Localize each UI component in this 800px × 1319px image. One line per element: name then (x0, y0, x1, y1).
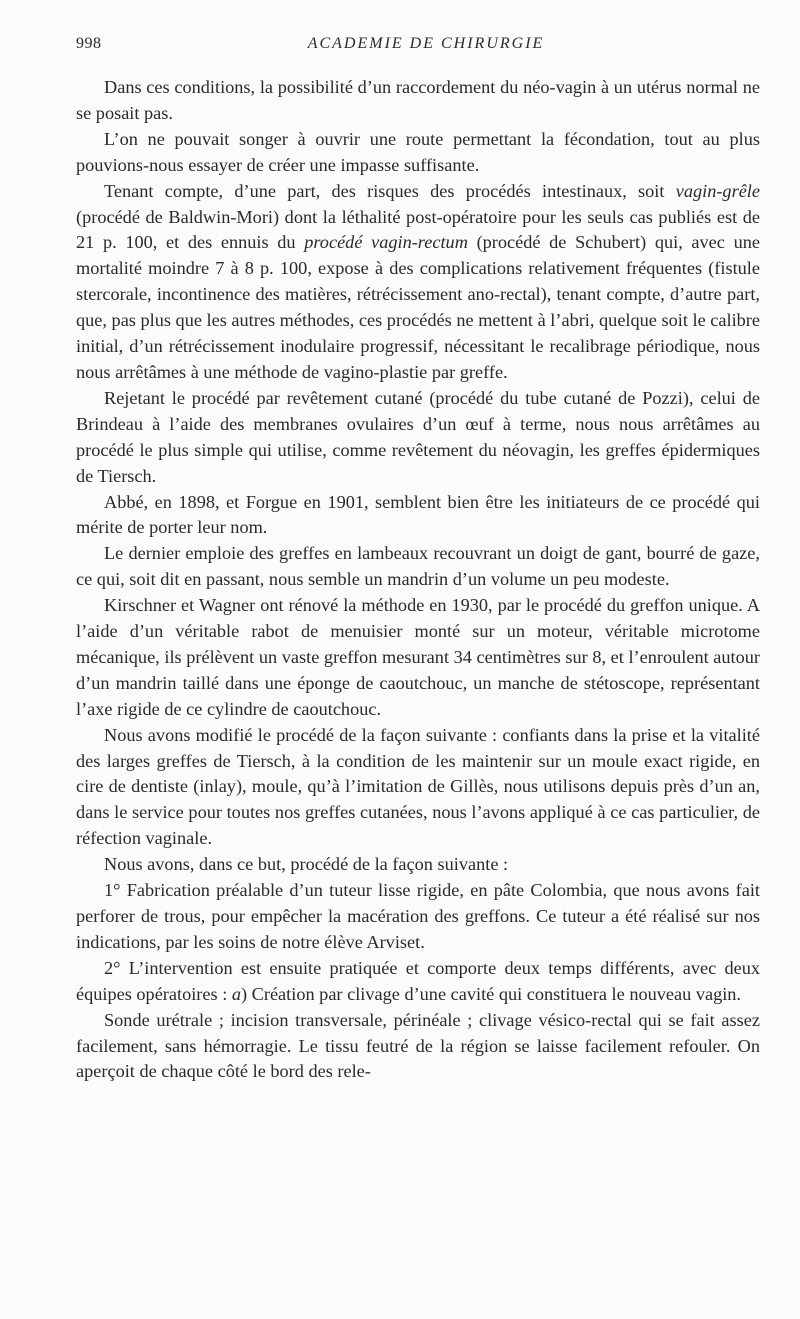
paragraph (76, 386, 760, 490)
paragraph (76, 75, 760, 127)
running-header (76, 33, 760, 55)
paragraph-text: Rejetant le procédé par revêtement cutané (procédé du tube cutané de Pozzi), celui de Brindeau à l’aide des membranes ovulaires d’un œuf à terme, nous nous arrêtâmes au procédé le plus simple qui utilise, comme revêtement du néovagin, les greffes épidermiques de Tiersch. (76, 387, 760, 486)
paragraph-text: Nous avons, dans ce but, procédé de la façon suivante : (104, 854, 509, 875)
italic-term: vagin-grêle (675, 180, 760, 201)
body-text (76, 75, 760, 1085)
paragraph (76, 852, 760, 878)
paragraph (76, 1008, 760, 1086)
paragraph-text: (procédé de Schubert) qui, avec une mortalité moindre 7 à 8 p. 100, expose à des complications relativement fréquentes (fistule stercorale, incontinence des matières, rétrécissement ano-rectal), tenant compte, d’autre part, que, pas plus que les autres méthodes, ces procédés ne mettent à l’abri, quelque soit le calibre initial, d’un rétrécissement inodulaire progressif, nécessitant le recalibrage périodique, nous nous arrêtâmes à une méthode de vagino-plastie par greffe. (76, 232, 760, 382)
paragraph (76, 127, 760, 179)
italic-term: procédé vagin-rectum (304, 232, 468, 253)
page-number: 998 (76, 35, 102, 52)
paragraph-text: L’on ne pouvait songer à ouvrir une route permettant la fécondation, tout au plus pouvions-nous essayer de créer une impasse suffisante. (76, 128, 760, 175)
journal-title: ACADEMIE DE CHIRURGIE (307, 35, 545, 52)
paragraph (76, 723, 760, 853)
italic-term: a (231, 983, 241, 1004)
paragraph-text: 2° L’intervention est ensuite pratiquée et comporte deux temps différents, avec deux équipes opératoires : (76, 957, 760, 1004)
paragraph (76, 878, 760, 956)
paragraph (76, 490, 760, 542)
paragraph-text: Dans ces conditions, la possibilité d’un raccordement du néo-vagin à un utérus normal ne se posait pas. (76, 77, 760, 123)
paragraph-text: Nous avons modifié le procédé de la façon suivante : confiants dans la prise et la vitalité des larges greffes de Tiersch, à la condition de les maintenir sur un moule exact rigide, en cire de dentiste (inlay), moule, qu’à l’imitation de Gillès, nous utilisons depuis près d’un an, dans le service pour toutes nos greffes cutanées, nous l’avons appliqué à ce cas particulier, de réfection vaginale. (76, 724, 760, 849)
paragraph-text: ) Création par clivage d’une cavité qui constituera le nouveau vagin. (241, 983, 742, 1004)
paragraph-text: Sonde urétrale ; incision transversale, périnéale ; clivage vésico-rectal qui se fait assez facilement, sans hémorragie. Le tissu feutré de la région se laisse facilement refouler. On aperçoit de chaque côté le bord des rele- (76, 1009, 760, 1082)
paragraph-text: 1° Fabrication préalable d’un tuteur lisse rigide, en pâte Colombia, que nous avons fait perforer de trous, pour empêcher la macération des greffons. Ce tuteur a été réalisé sur nos indications, par les soins de notre élève Arviset. (76, 880, 760, 952)
paragraph (76, 593, 760, 723)
paragraph (76, 541, 760, 593)
paragraph (76, 956, 760, 1008)
paragraph-text: (procédé de Baldwin-Mori) dont la léthalité post-opératoire pour les seuls cas publiés est de 21 p. 100, et des ennuis du (76, 206, 760, 253)
paragraph-text: Abbé, en 1898, et Forgue en 1901, semblent bien être les initiateurs de ce procédé qui mérite de porter leur nom. (76, 491, 760, 538)
paragraph (76, 179, 760, 386)
paragraph-text: Tenant compte, d’une part, des risques des procédés intestinaux, soit (104, 180, 665, 201)
paragraph-text: Kirschner et Wagner ont rénové la méthode en 1930, par le procédé du greffon unique. A l’aide d’un véritable rabot de menuisier monté sur un moteur, véritable microtome mécanique, ils prélèvent un vaste greffon mesurant 34 centimètres sur 8, et l’enroulent autour d’un mandrin taillé dans une éponge de caoutchouc, un manche de stétoscope, représentant l’axe rigide de ce cylindre de caoutchouc. (76, 595, 760, 719)
paragraph-text: Le dernier emploie des greffes en lambeaux recouvrant un doigt de gant, bourré de gaze, ce qui, soit dit en passant, nous semble un mandrin d’un volume un peu modeste. (76, 543, 760, 590)
